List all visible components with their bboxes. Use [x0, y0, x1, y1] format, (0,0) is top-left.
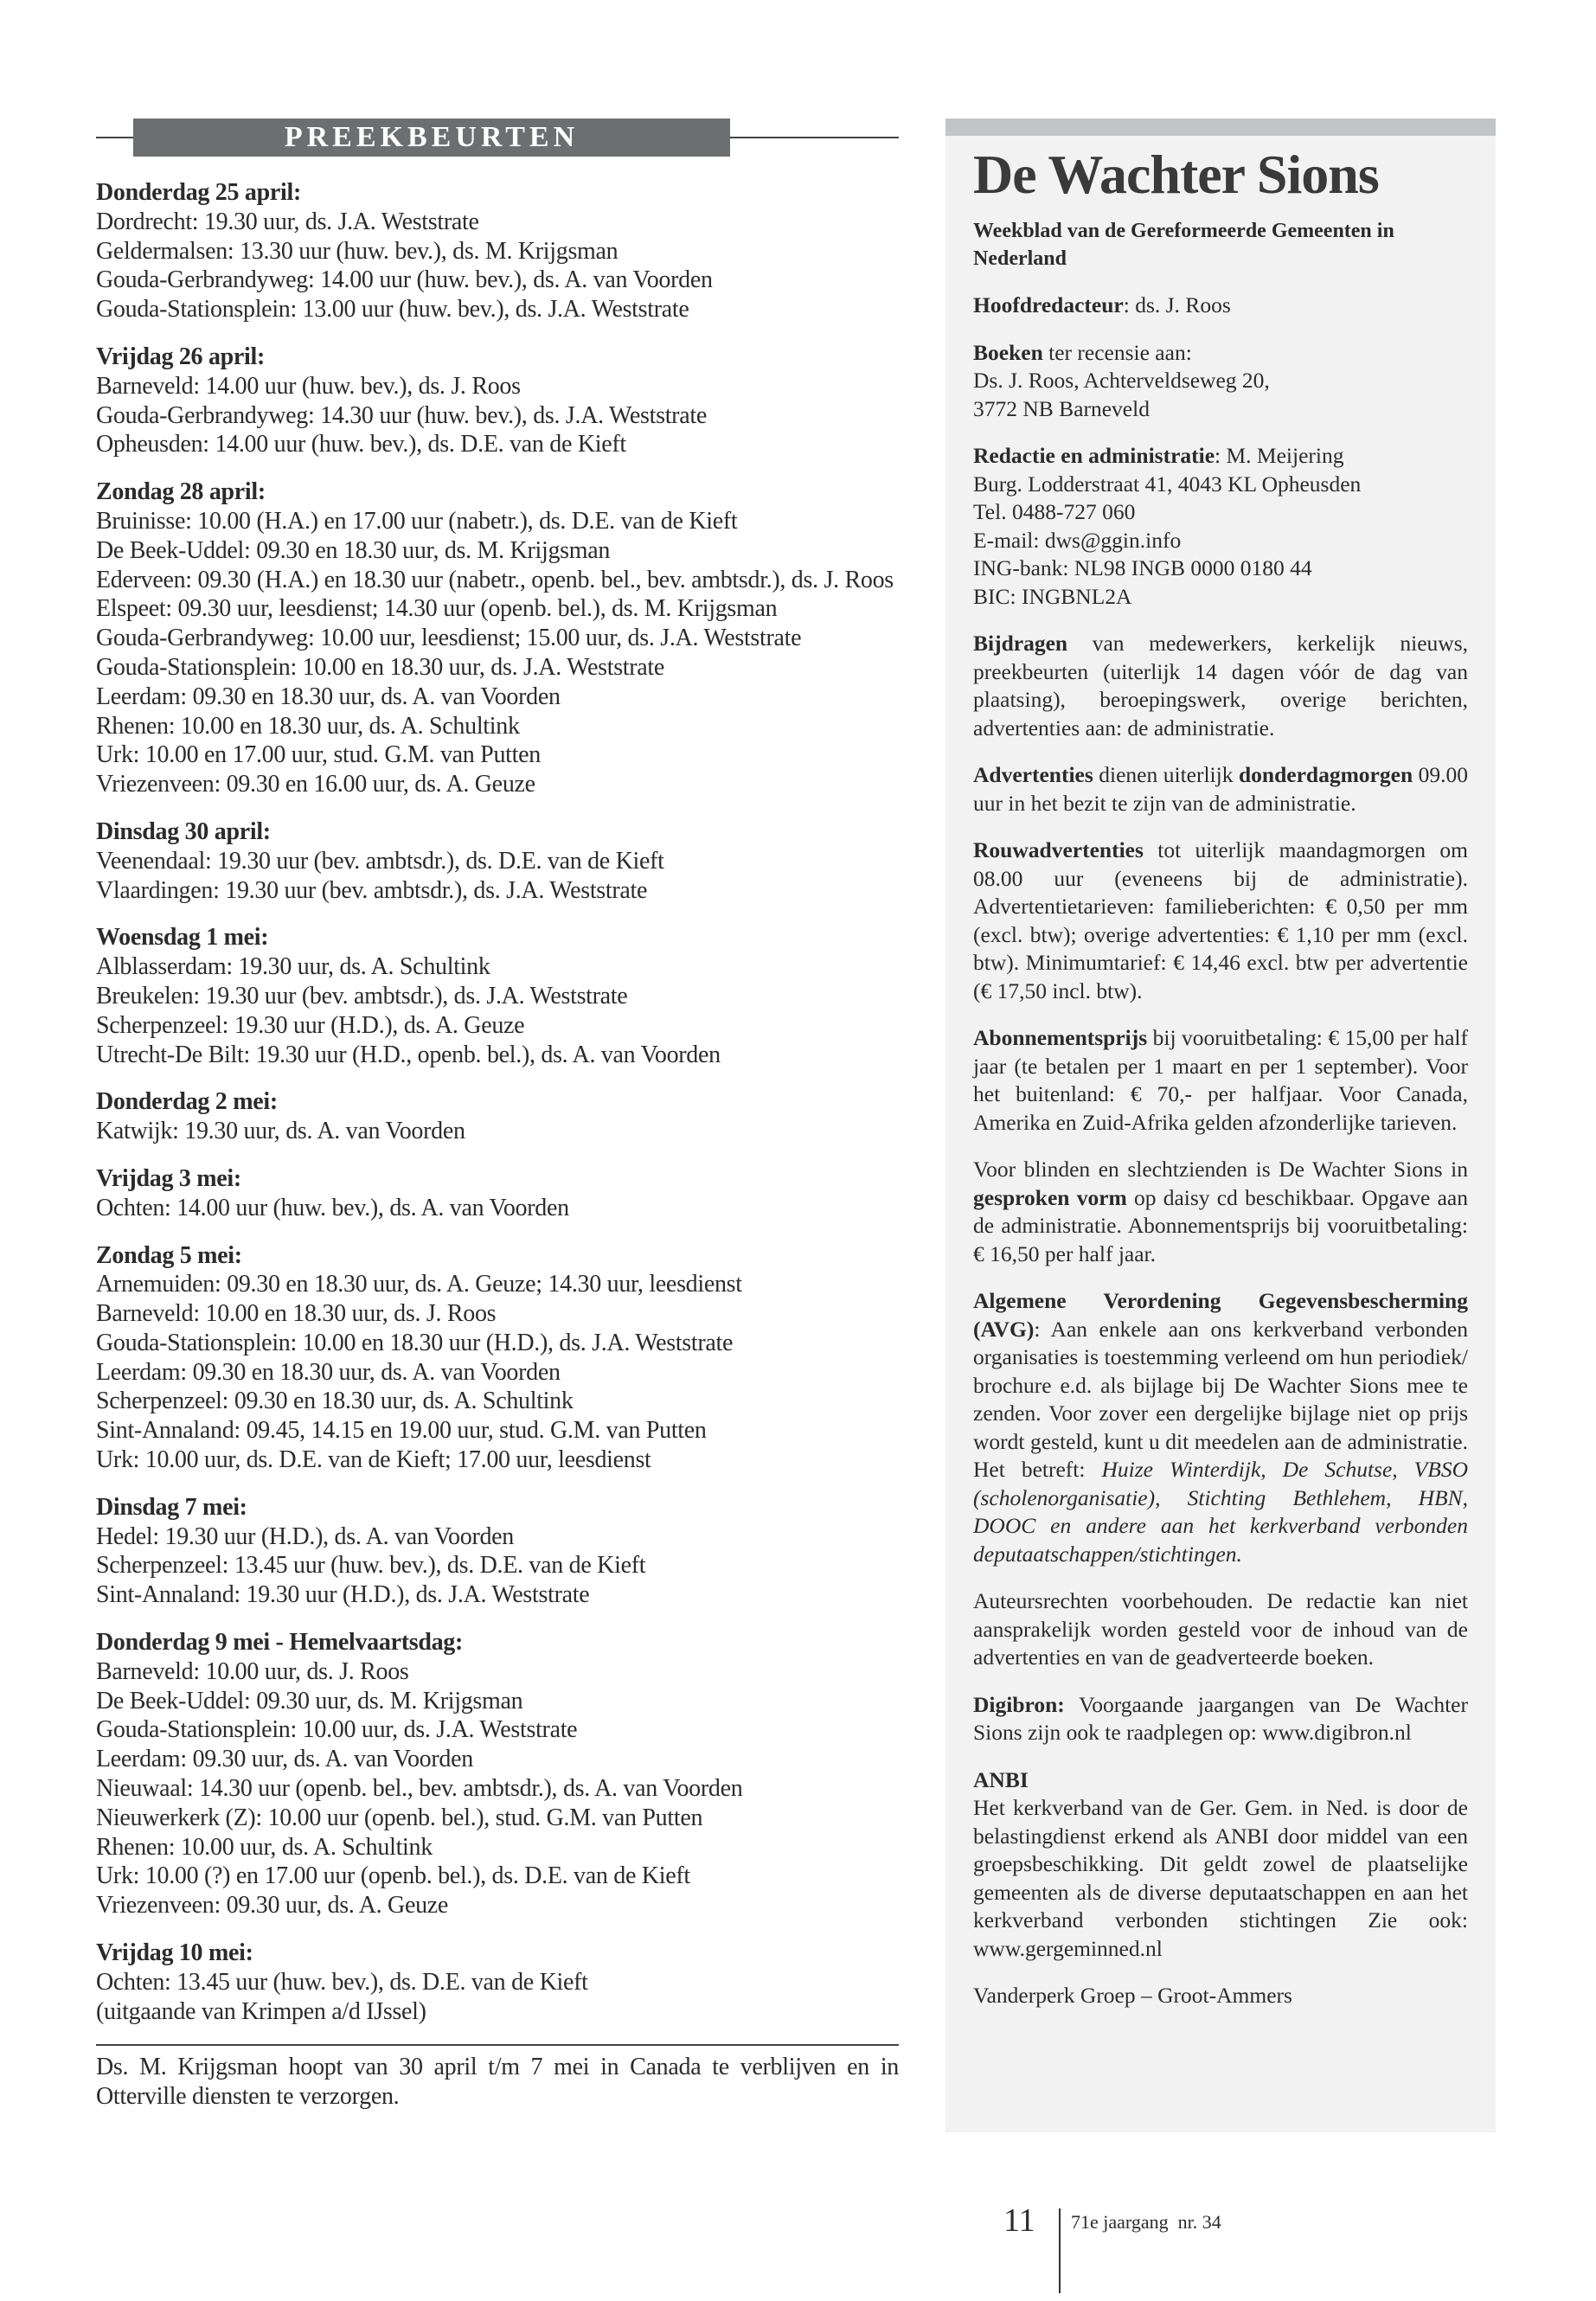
service-line: Gouda-Stationsplein: 10.00 uur, ds. J.A. Weststrate: [96, 1716, 578, 1744]
service-line: Opheusden: 14.00 uur (huw. bev.), ds. D.E. van de Kieft: [96, 431, 626, 458]
paragraph-text: Huize Winterdijk, De Schutse, VBSO (scholenorganisatie), Stichting Bethlehem, HBN, DOOC en andere aan het kerkverband verbonden deputaatschappen/stichtingen.: [973, 1457, 1468, 1567]
service-line: Sint-Annaland: 19.30 uur (H.D.), ds. J.A. Weststrate: [96, 1581, 590, 1609]
day-heading: Woensdag 1 mei:: [96, 924, 269, 952]
day-group: [96, 1164, 899, 1223]
day-group: [96, 1939, 899, 2026]
paragraph-text: Rouwadvertenties: [973, 837, 1144, 862]
colophon-paragraph: [973, 1691, 1468, 1747]
day-heading: Vrijdag 10 mei:: [96, 1939, 253, 1967]
colophon-paragraph: [973, 339, 1468, 424]
paragraph-text: ING-bank: NL98 INGB 0000 0180 44: [973, 555, 1312, 580]
paragraph-text: bij vooruitbetaling: € 15,00 per half jaar (te betalen per 1 maart en per 1 september). Voor het buitenland: € 70,- per halfjaar. Voor Canada, Amerika en Zuid-Afrika gelden afzonderlijke tarieven.: [973, 1025, 1468, 1135]
service-line: Urk: 10.00 uur, ds. D.E. van de Kieft; 17.00 uur, leesdienst: [96, 1446, 651, 1474]
paragraph-text: Auteursrechten voorbehouden. De redactie kan niet aansprakelijk worden gesteld voor de inhoud van de advertenties en van de geadverteerde boeken.: [973, 1588, 1468, 1670]
service-line: Hedel: 19.30 uur (H.D.), ds. A. van Voorden: [96, 1522, 515, 1550]
service-line: De Beek-Uddel: 09.30 en 18.30 uur, ds. M. Krijgsman: [96, 536, 611, 564]
paragraph-text: : M. Meijering: [1215, 443, 1344, 468]
day-heading: Dinsdag 7 mei:: [96, 1493, 247, 1521]
paragraph-text: 09.00 uur in het bezit te zijn van de administratie.: [973, 762, 1468, 816]
paragraph-text: Boeken: [973, 339, 1043, 365]
paragraph-text: : ds. J. Roos: [1123, 292, 1231, 317]
service-line: Leerdam: 09.30 uur, ds. A. van Voorden: [96, 1746, 473, 1773]
paragraph-text: gesproken vorm: [973, 1184, 1127, 1210]
service-line: Leerdam: 09.30 en 18.30 uur, ds. A. van Voorden: [96, 1358, 561, 1386]
service-line: Leerdam: 09.30 en 18.30 uur, ds. A. van Voorden: [96, 683, 561, 710]
paragraph-text: Burg. Lodderstraat 41, 4043 KL Opheusden: [973, 471, 1362, 497]
paragraph-text: Tel. 0488-727 060: [973, 499, 1136, 524]
colophon-paragraph: [973, 1766, 1468, 1964]
header-rule-right: [730, 137, 899, 138]
paragraph-text: 3772 NB Barneveld: [973, 395, 1150, 421]
day-group: [96, 923, 899, 1069]
masthead-subtitle: Weekblad van de Gereformeerde Gemeenten in Nederland: [973, 220, 1394, 270]
service-line: Gouda-Stationsplein: 10.00 en 18.30 uur (H.D.), ds. J.A. Weststrate: [96, 1329, 734, 1356]
paragraph-text: tot uiterlijk maandagmorgen om 08.00 uur (eveneens bij de administratie). Advertentietarieven: familieberichten: € 0,50 per mm (excl. btw); overige advertenties: € 1,10 per mm (excl. btw). Minimumtarief: € 14,46 excl. btw per advertentie (€ 17,50 incl. btw).: [973, 837, 1468, 1003]
colophon-paragraph: [973, 1024, 1468, 1137]
service-line: Nieuwaal: 14.30 uur (openb. bel., bev. ambtsdr.), ds. A. van Voorden: [96, 1775, 743, 1803]
paragraph-text: E-mail: dws@ggin.info: [973, 527, 1182, 553]
day-heading: Zondag 5 mei:: [96, 1241, 242, 1269]
colophon-paragraph: [973, 1982, 1468, 2010]
service-line: Arnemuiden: 09.30 en 18.30 uur, ds. A. Geuze; 14.30 uur, leesdienst: [96, 1271, 742, 1298]
colophon-top-bar: [945, 119, 1496, 136]
footer-divider: [1059, 2208, 1061, 2293]
service-line: Breukelen: 19.30 uur (bev. ambtsdr.), ds. J.A. Weststrate: [96, 982, 628, 1009]
header-rule-left: [96, 137, 135, 138]
colophon-paragraph: [973, 836, 1468, 1005]
service-line: Vriezenveen: 09.30 uur, ds. A. Geuze: [96, 1892, 449, 1920]
paragraph-text: ter recensie aan:: [1042, 339, 1192, 365]
service-line: Ochten: 14.00 uur (huw. bev.), ds. A. van Voorden: [96, 1194, 569, 1221]
paragraph-text: Het kerkverband van de Ger. Gem. in Ned. is door de belastingdienst erkend als ANBI door middel van een groepsbeschikking. Dit geldt zowel de plaatselijke gemeenten als de diverse deputaatschappen en aan het kerkverband verbonden stichtingen Zie ook: www.gergeminned.nl: [973, 1795, 1468, 1961]
service-line: Sint-Annaland: 09.45, 14.15 en 19.00 uur, stud. G.M. van Putten: [96, 1417, 707, 1445]
paragraph-text: Algemene Verordening Gegevensbescherming (AVG): [973, 1288, 1468, 1342]
service-line: Geldermalsen: 13.30 uur (huw. bev.), ds. M. Krijgsman: [96, 237, 619, 265]
service-line: Vriezenveen: 09.30 en 16.00 uur, ds. A. Geuze: [96, 771, 535, 798]
paragraph-text: van medewerkers, kerkelijk nieuws, preekbeurten (uiterlijk 14 dagen vóór de dag van plaatsing), beroepingswerk, overige berichten, advertenties aan: de administratie.: [973, 631, 1468, 740]
masthead-title: De Wachter Sions: [973, 144, 1379, 205]
colophon-paragraph: [973, 761, 1468, 817]
day-heading: Dinsdag 30 april:: [96, 817, 271, 845]
colophon-paragraph: [973, 442, 1468, 611]
day-group: [96, 178, 899, 324]
service-line: Scherpenzeel: 13.45 uur (huw. bev.), ds. D.E. van de Kieft: [96, 1552, 646, 1580]
service-line: Ochten: 13.45 uur (huw. bev.), ds. D.E. van de Kieft: [96, 1968, 588, 1996]
paragraph-text: dienen uiterlijk: [1093, 762, 1239, 787]
day-group: [96, 1087, 899, 1146]
service-line: Rhenen: 10.00 en 18.30 uur, ds. A. Schultink: [96, 712, 520, 740]
section-title: PREEKBEURTEN: [133, 119, 730, 157]
day-heading: Donderdag 2 mei:: [96, 1088, 278, 1116]
service-line: Gouda-Stationsplein: 10.00 en 18.30 uur, ds. J.A. Weststrate: [96, 653, 665, 681]
service-line: Utrecht-De Bilt: 19.30 uur (H.D., openb. bel.), ds. A. van Voorden: [96, 1041, 721, 1068]
day-heading: Zondag 28 april:: [96, 478, 266, 506]
service-line: Gouda-Stationsplein: 13.00 uur (huw. bev.), ds. J.A. Weststrate: [96, 296, 689, 324]
paragraph-text: Vanderperk Groep – Groot-Ammers: [973, 1983, 1292, 2008]
service-line: Urk: 10.00 (?) en 17.00 uur (openb. bel.), ds. D.E. van de Kieft: [96, 1862, 690, 1890]
service-line: Dordrecht: 19.30 uur, ds. J.A. Weststrate: [96, 208, 479, 235]
service-line: Bruinisse: 10.00 (H.A.) en 17.00 uur (nabetr.), ds. D.E. van de Kieft: [96, 507, 738, 535]
paragraph-text: BIC: INGBNL2A: [973, 583, 1132, 609]
paragraph-text: Hoofdredacteur: [973, 292, 1124, 317]
day-heading: Vrijdag 3 mei:: [96, 1164, 241, 1192]
service-line: Gouda-Gerbrandyweg: 14.30 uur (huw. bev.), ds. J.A. Weststrate: [96, 401, 707, 429]
day-heading: Donderdag 9 mei - Hemelvaartsdag:: [96, 1629, 464, 1657]
paragraph-text: Bijdragen: [973, 631, 1068, 656]
service-line: Barneveld: 10.00 uur, ds. J. Roos: [96, 1657, 409, 1685]
paragraph-text: ANBI: [973, 1766, 1029, 1792]
colophon-box: [945, 119, 1496, 2132]
service-line: Vlaardingen: 19.30 uur (bev. ambtsdr.), ds. J.A. Weststrate: [96, 876, 648, 904]
service-line: Scherpenzeel: 09.30 en 18.30 uur, ds. A. Schultink: [96, 1388, 574, 1415]
service-line: Rhenen: 10.00 uur, ds. A. Schultink: [96, 1833, 433, 1861]
colophon-paragraph: [973, 1587, 1468, 1672]
day-group: [96, 478, 899, 799]
colophon-paragraph: [973, 292, 1468, 320]
service-line: De Beek-Uddel: 09.30 uur, ds. M. Krijgsman: [96, 1687, 523, 1715]
paragraph-text: Ds. J. Roos, Achterveldseweg 20,: [973, 368, 1270, 393]
paragraph-text: Voorgaande jaargangen van De Wachter Sions zijn ook te raadplegen op: www.digibron.nl: [973, 1691, 1468, 1745]
day-group: [96, 817, 899, 905]
service-line: Scherpenzeel: 19.30 uur (H.D.), ds. A. Geuze: [96, 1011, 525, 1039]
service-line: Veenendaal: 19.30 uur (bev. ambtsdr.), ds. D.E. van de Kieft: [96, 847, 664, 875]
service-line: Ederveen: 09.30 (H.A.) en 18.30 uur (nabetr., openb. bel., bev. ambtsdr.), ds. J. Roos: [96, 566, 894, 593]
day-heading: Donderdag 25 april:: [96, 179, 301, 206]
service-line: Nieuwerkerk (Z): 10.00 uur (openb. bel.), stud. G.M. van Putten: [96, 1804, 703, 1831]
day-group: [96, 1493, 899, 1610]
preekbeurten-list: [96, 178, 899, 2112]
paragraph-text: donderdagmorgen: [1238, 762, 1413, 787]
service-line: Alblasserdam: 19.30 uur, ds. A. Schultink: [96, 953, 490, 981]
paragraph-text: Redactie en administratie: [973, 443, 1215, 468]
service-line: Barneveld: 10.00 en 18.30 uur, ds. J. Roos: [96, 1300, 497, 1328]
paragraph-text: op daisy cd beschikbaar. Opgave aan de administratie. Abonnementsprijs bij vooruitbetaling: € 16,50 per half jaar.: [973, 1184, 1468, 1266]
colophon-paragraph: [973, 1156, 1468, 1268]
service-line: Gouda-Gerbrandyweg: 10.00 uur, leesdienst; 15.00 uur, ds. J.A. Weststrate: [96, 625, 802, 652]
paragraph-text: Voor blinden en slechtzienden is De Wachter Sions in: [973, 1157, 1468, 1182]
paragraph-text: Advertenties: [973, 762, 1093, 787]
service-line: Gouda-Gerbrandyweg: 14.00 uur (huw. bev.), ds. A. van Voorden: [96, 266, 713, 294]
paragraph-text: Abonnementsprijs: [973, 1025, 1148, 1050]
service-line: Barneveld: 14.00 uur (huw. bev.), ds. J. Roos: [96, 372, 521, 400]
day-group: [96, 1628, 899, 1920]
issue-info: 71e jaargang nr. 34: [1071, 2211, 1221, 2233]
service-line: (uitgaande van Krimpen a/d IJssel): [96, 1997, 426, 2025]
paragraph-text: Digibron:: [973, 1691, 1065, 1717]
day-group: [96, 1241, 899, 1475]
service-line: Elspeet: 09.30 uur, leesdienst; 14.30 uur (openb. bel.), ds. M. Krijgsman: [96, 595, 778, 623]
colophon-paragraph: [973, 630, 1468, 742]
day-heading: Vrijdag 26 april:: [96, 343, 266, 370]
colophon-paragraph: [973, 1287, 1468, 1568]
page-number: 11: [1003, 2202, 1035, 2239]
service-line: Katwijk: 19.30 uur, ds. A. van Voorden: [96, 1118, 465, 1145]
service-line: Urk: 10.00 en 17.00 uur, stud. G.M. van Putten: [96, 741, 541, 769]
paragraph-text: : Aan enkele aan ons kerkverband verbonden organisaties is toestemming verleend om hun periodiek/ brochure e.d. als bijlage bij De Wachter Sions mee te zenden. Voor zover een dergelijke bijlage niet op prijs wordt gesteld, kunt u dit meedelen aan de administratie. Het betreft:: [973, 1316, 1468, 1482]
footnote: Ds. M. Krijgsman hoopt van 30 april t/m 7 mei in Canada te verblijven en in Otterville diensten te verzorgen.: [96, 2044, 899, 2112]
day-group: [96, 343, 899, 459]
